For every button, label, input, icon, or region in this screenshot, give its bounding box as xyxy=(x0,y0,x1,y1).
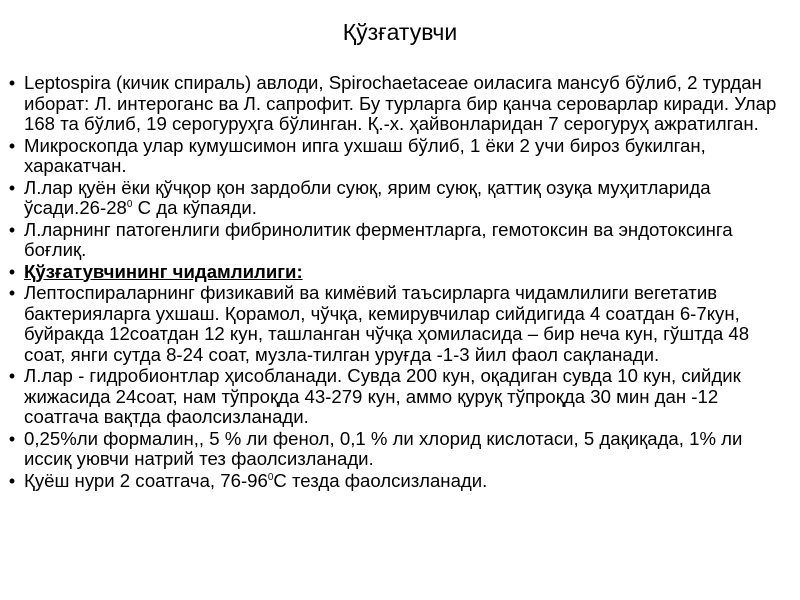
bullet-item xyxy=(0,429,800,470)
bullet-item xyxy=(0,178,800,219)
bullet-text: Л.ларнинг патогенлиги фибринолитик ферментларга, гемотоксин ва эндотоксинга боғлиқ. xyxy=(24,218,733,260)
bullet-dot-icon: • xyxy=(8,428,16,449)
bullet-dot-icon: • xyxy=(8,470,16,491)
bullet-item xyxy=(0,73,800,135)
bullet-text: Микроскопда улар кумушсимон ипга ухшаш бўлиб, 1 ёки 2 учи бироз букилган, харакатчан. xyxy=(24,134,706,176)
bullet-dot-icon: • xyxy=(8,135,16,156)
bullet-item xyxy=(0,220,800,261)
bullet-item xyxy=(0,136,800,177)
bullet-item xyxy=(0,366,800,428)
bullet-text-part: Қуёш нури 2 соатгача, 76-96 xyxy=(24,469,268,491)
bullet-text: Leptospira (кичик спираль) авлоди, Spirochaetaceae оиласига мансуб бўлиб, 2 турдан иборат: Л. интероганс ва Л. сапрофит. Бу турларга бир қанча сероварлар киради. Улар 168 та бўлиб, 19 серогуруҳга бўлинган. Қ.-х. ҳайвонларидан 7 серогуруҳ ажратилган. xyxy=(24,72,777,134)
bullet-item xyxy=(0,471,800,492)
bullet-text xyxy=(24,470,487,491)
bullet-dot-icon: • xyxy=(8,177,16,198)
bullet-dot-icon: • xyxy=(8,261,16,282)
superscript-degree: 0 xyxy=(267,471,274,483)
bullet-text-part: С да кўпаяди. xyxy=(132,197,257,218)
bullet-text: Л.лар - гидробионтлар ҳисобланади. Сувда 200 кун, оқадиган сувда 10 кун, сийдик жижасида 24соат, нам тўпроқда 43-279 кун, аммо қуруқ тўпроқда 30 мин дан -12 соатгача вақтда фаолсизланади. xyxy=(24,365,741,427)
bullet-text: Лептоспираларнинг физикавий ва кимёвий таъсирларга чидамлилиги вегетатив бактерияларга ухшаш. Қорамол, чўчқа, кемирувчилар сийдигида 4 соатдан 6-7кун, буйракда 12соатдан 12 кун, ташланган чўчқа ҳомиласида – бир неча кун, гўштда 48 соат, янги сутда 8-24 соат, музла-тилган уруғда -1-3 йил фаол сақланади. xyxy=(24,282,750,365)
bullet-dot-icon: • xyxy=(8,366,16,386)
section-heading: Қўзғатувчининг чидамлилиги: xyxy=(24,260,303,282)
slide-title: Қўзғатувчи xyxy=(342,19,458,45)
bullet-dot-icon: • xyxy=(8,219,16,240)
bullet-text xyxy=(24,177,711,219)
bullet-text: 0,25%ли формалин,, 5 % ли фенол, 0,1 % ли хлорид кислотаси, 5 дақиқада, 1% ли иссиқ уювчи натрий тез фаолсизланади. xyxy=(24,427,743,469)
bullet-text-part: С тезда фаолсизланади. xyxy=(273,469,488,491)
bullet-item xyxy=(0,283,800,365)
superscript-degree: 0 xyxy=(126,198,133,210)
bullet-dot-icon: • xyxy=(8,73,16,93)
bullet-item xyxy=(0,262,800,283)
bullet-dot-icon: • xyxy=(8,283,16,303)
bullet-text-part: Л.лар қуён ёки қўчқор қон зардобли суюқ, ярим суюқ, қаттиқ озуқа муҳитларида ўсади.26-28 xyxy=(24,176,711,218)
bullet-list xyxy=(0,73,800,492)
